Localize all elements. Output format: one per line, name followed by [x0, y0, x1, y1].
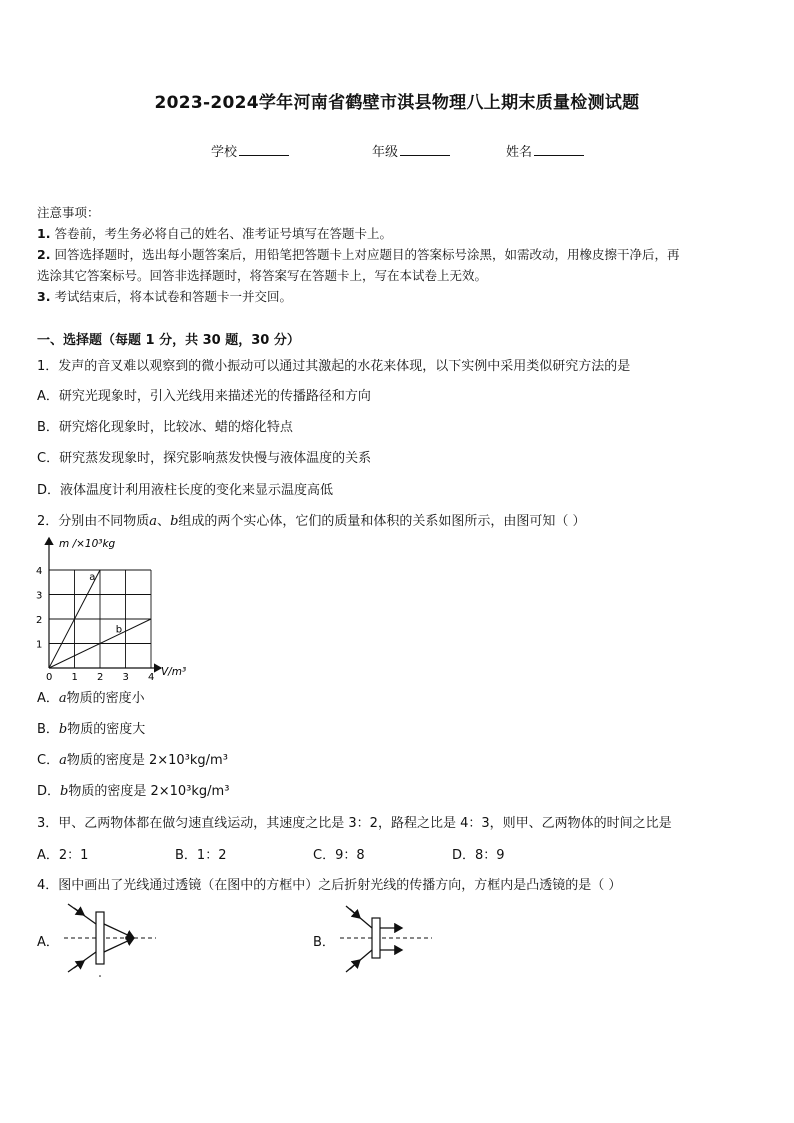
incident-ray-a-top-arrow — [74, 908, 84, 915]
note-2-text-a: 回答选择题时，选出每小题答案后，用铅笔把答题卡上对应题目的答案标号涂黑，如需改动，用橡皮擦干净后，再 — [54, 247, 680, 262]
q3-option-b[interactable]: B．1：2 — [175, 848, 227, 863]
incident-ray-a-bottom-arrow — [74, 961, 84, 968]
x-tick-label: 0 — [46, 672, 53, 680]
q2-option-c-pre: C． — [37, 753, 60, 768]
q1-option-c[interactable]: C．研究蒸发现象时，探究影响蒸发快慢与液体温度的关系 — [37, 451, 372, 466]
q2-option-b-pre: B． — [37, 722, 59, 737]
mass-volume-chart — [30, 534, 200, 680]
name-field — [506, 141, 584, 160]
refracted-ray-a-top — [104, 924, 134, 938]
incident-ray-b-bottom-arrow — [350, 960, 360, 969]
q2-stem-part-2: 、 — [157, 514, 171, 529]
note-3-text: 考试结束后，将本试卷和答题卡一并交回。 — [54, 289, 292, 304]
x-tick-label: 2 — [97, 672, 104, 680]
note-1 — [37, 224, 392, 242]
q2-option-c-text: 物质的密度是 2×10³kg/m³ — [66, 753, 228, 768]
chart-grid — [49, 570, 151, 668]
notes-heading: 注意事项： — [37, 205, 100, 220]
lens-box-a — [96, 912, 104, 964]
q2-option-b[interactable] — [37, 718, 145, 737]
dot-a — [99, 975, 101, 977]
q3-stem: 3．甲、乙两物体都在做匀速直线运动，其速度之比是 3：2，路程之比是 4：3，则甲、乙两物体的时间之比是 — [37, 816, 672, 831]
q4-option-a-diagram — [60, 900, 160, 978]
grade-field — [372, 141, 450, 160]
y-tick-label: 1 — [36, 639, 43, 651]
school-blank[interactable] — [239, 144, 289, 156]
q3-option-a[interactable]: A．2：1 — [37, 848, 89, 863]
q4-option-a-label[interactable]: A． — [37, 935, 59, 950]
y-tick-label: 2 — [36, 615, 43, 626]
q4-option-b-diagram — [336, 900, 436, 978]
q2-stem-part-3: 组成的两个实心体，它们的质量和体积的关系如图所示，由图可知（ ） — [178, 514, 586, 529]
school-field — [211, 141, 289, 160]
q1-option-d[interactable]: D．液体温度计利用液柱长度的变化来显示温度高低 — [37, 483, 334, 498]
q2-option-a-pre: A． — [37, 691, 59, 706]
q2-option-a-text: 物质的密度小 — [66, 691, 145, 706]
note-3 — [37, 287, 292, 305]
y-axis-label: m /×10³kg — [59, 538, 116, 550]
name-label: 姓名 — [506, 145, 533, 160]
q2-option-c-var: a — [59, 753, 67, 768]
y-tick-label: 4 — [36, 566, 43, 577]
x-axis-label: V/m³ — [161, 666, 187, 678]
q2-option-d-pre: D． — [37, 784, 61, 799]
note-1-text: 答卷前，考生务必将自己的姓名、准考证号填写在答题卡上。 — [54, 226, 392, 241]
series-label-a: a — [89, 571, 96, 583]
q2-option-b-text: 物质的密度大 — [67, 722, 146, 737]
x-tick-label: 1 — [71, 672, 78, 680]
q2-var-a: a — [149, 514, 158, 529]
refracted-ray-a-bottom — [104, 938, 134, 952]
incident-ray-b-top-arrow — [350, 909, 360, 918]
q3-option-d[interactable]: D．8：9 — [452, 848, 505, 863]
series-label-b: b — [115, 624, 123, 636]
q2-stem-part-1: 2．分别由不同物质 — [37, 514, 150, 529]
q2-option-b-var: b — [58, 722, 68, 737]
note-1-num: 1. — [37, 226, 51, 241]
y-tick-label: 3 — [36, 590, 43, 602]
q4-option-b-label[interactable]: B． — [313, 935, 335, 950]
x-tick-label: 4 — [148, 672, 155, 680]
q1-option-a[interactable]: A．研究光现象时，引入光线用来描述光的传播路径和方向 — [37, 389, 371, 404]
q2-var-b: b — [170, 514, 179, 529]
lens-box-b — [372, 918, 380, 958]
q2-option-d[interactable] — [37, 780, 229, 799]
note-2 — [37, 245, 679, 263]
q4-stem: 4．图中画出了光线通过透镜（在图中的方框中）之后折射光线的传播方向，方框内是凸透镜的是（ ） — [37, 878, 622, 893]
name-blank[interactable] — [534, 144, 584, 156]
q2-option-d-text: 物质的密度是 2×10³kg/m³ — [68, 784, 230, 799]
q2-option-d-var: b — [60, 784, 69, 799]
school-label: 学校 — [211, 145, 238, 160]
q1-stem: 1．发声的音叉难以观察到的微小振动可以通过其激起的水花来体现，以下实例中采用类似研究方法的是 — [37, 359, 631, 374]
q2-option-c[interactable] — [37, 749, 228, 768]
page-title: 2023-2024学年河南省鹤壁市淇县物理八上期末质量检测试题 — [154, 93, 640, 113]
grade-blank[interactable] — [400, 144, 450, 156]
grade-label: 年级 — [372, 145, 399, 160]
q2-option-a-var: a — [58, 691, 67, 706]
q1-option-b[interactable]: B．研究熔化现象时，比较冰、蜡的熔化特点 — [37, 420, 293, 435]
q3-option-c[interactable]: C．9：8 — [313, 848, 365, 863]
note-2-num: 2. — [37, 247, 51, 262]
note-2-text-b: 选涂其它答案标号。回答非选择题时，将答案写在答题卡上，写在本试卷上无效。 — [37, 268, 488, 283]
q2-stem — [37, 510, 586, 529]
section-1-heading: 一、选择题（每题 1 分，共 30 题，30 分） — [37, 333, 300, 348]
q2-option-a[interactable] — [37, 687, 145, 706]
x-tick-label: 3 — [122, 672, 129, 680]
note-3-num: 3. — [37, 289, 51, 304]
